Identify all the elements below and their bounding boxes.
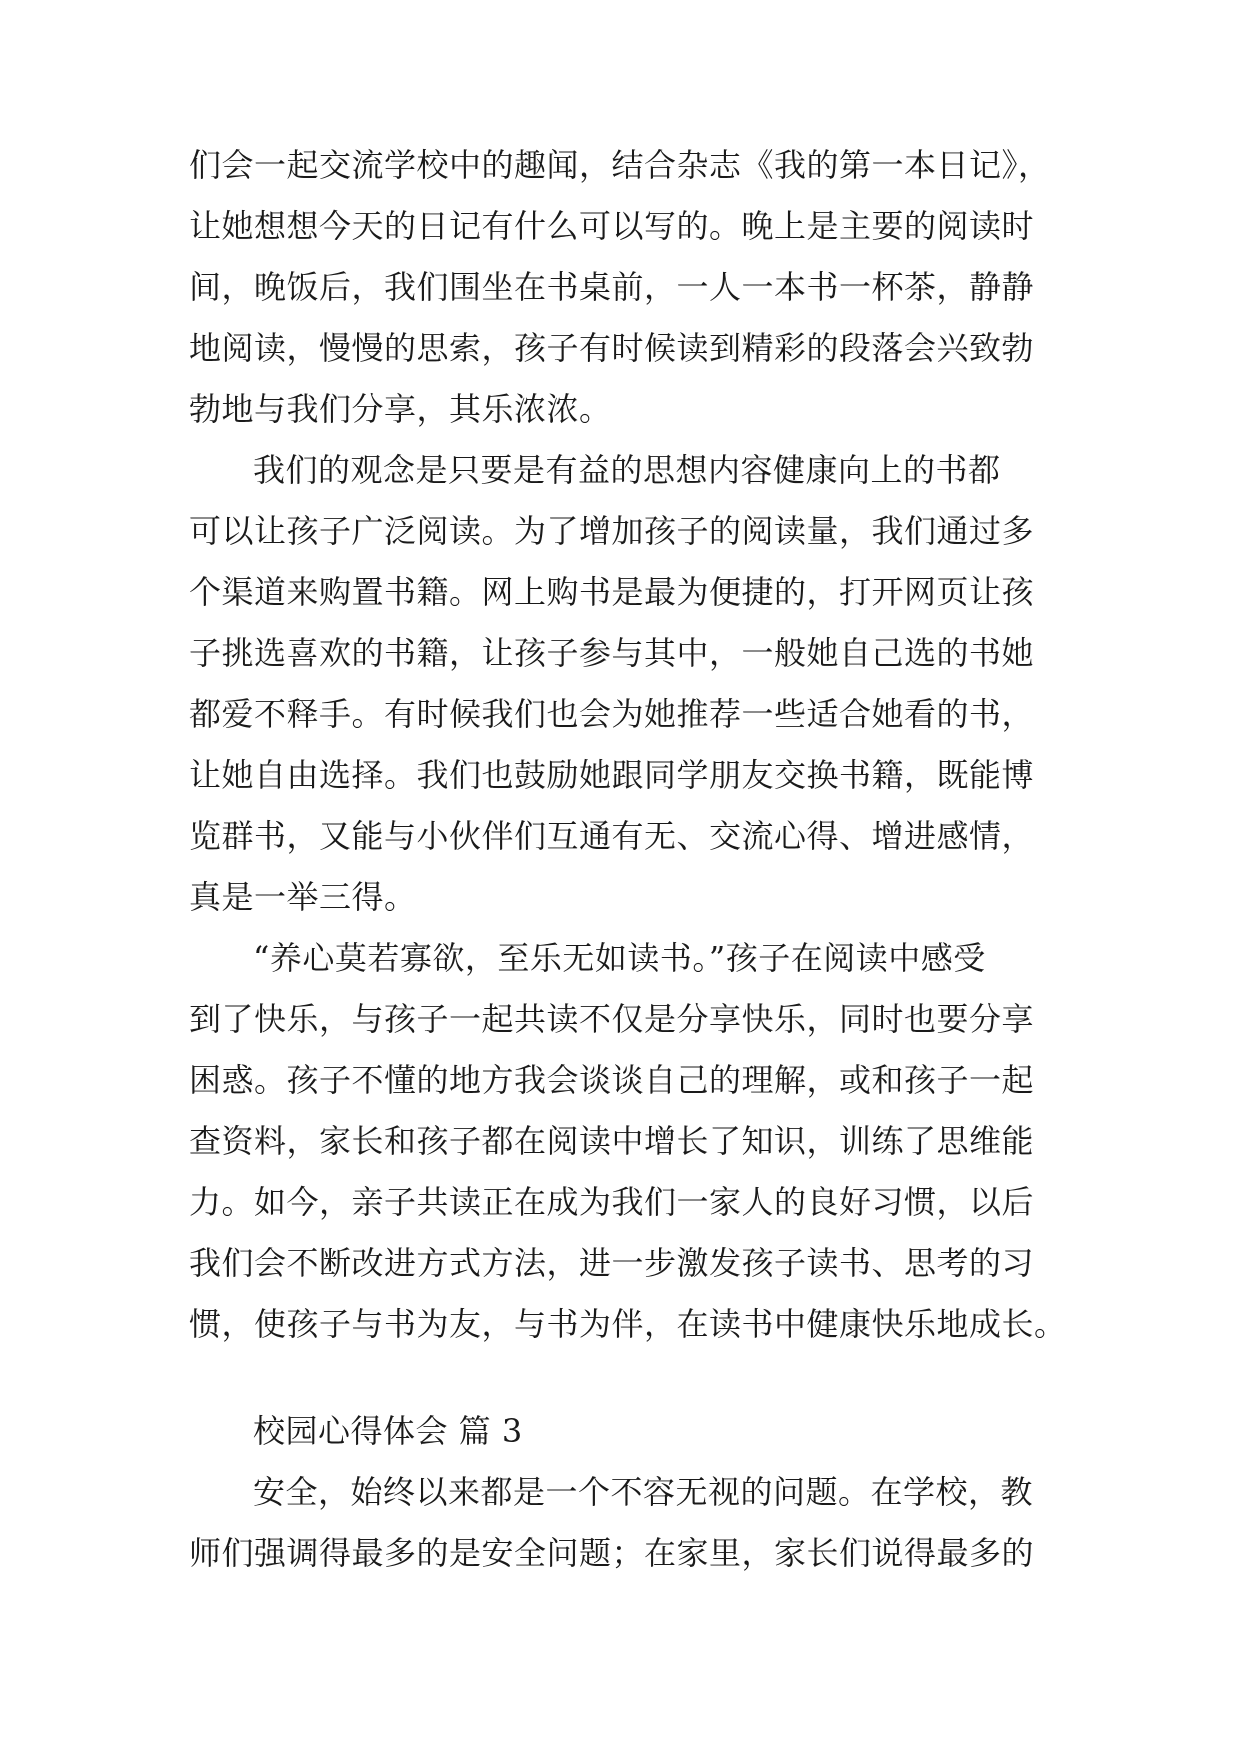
- paragraph-3-line-4: 查资料，家长和孩子都在阅读中增长了知识，训练了思维能: [189, 1122, 1035, 1160]
- section-heading: 校园心得体会 篇 3: [253, 1412, 523, 1450]
- paragraph-3-line-2: 到了快乐，与孩子一起共读不仅是分享快乐，同时也要分享: [189, 1000, 1035, 1038]
- paragraph-3-line-6: 我们会不断改进方式方法，进一步激发孩子读书、思考的习: [189, 1244, 1035, 1282]
- paragraph-3-line-5: 力。如今，亲子共读正在成为我们一家人的良好习惯，以后: [189, 1183, 1035, 1221]
- paragraph-1-line-5: 勃地与我们分享，其乐浓浓。: [189, 390, 612, 428]
- paragraph-3-line-1: “养心莫若寡欲，至乐无如读书。”孩子在阅读中感受: [253, 939, 986, 977]
- section-3: [189, 0, 1059, 1754]
- paragraph-1-line-2: 让她想想今天的日记有什么可以写的。晚上是主要的阅读时: [189, 207, 1035, 245]
- paragraph-2-line-4: 子挑选喜欢的书籍，让孩子参与其中，一般她自己选的书她: [189, 634, 1035, 672]
- paragraph-1-line-4: 地阅读，慢慢的思索，孩子有时候读到精彩的段落会兴致勃: [189, 329, 1035, 367]
- paragraph-2-line-2: 可以让孩子广泛阅读。为了增加孩子的阅读量，我们通过多: [189, 512, 1035, 550]
- paragraph-3-line-7: 惯，使孩子与书为友，与书为伴，在读书中健康快乐地成长。: [189, 1305, 1067, 1343]
- paragraph-2-line-8: 真是一举三得。: [189, 878, 417, 916]
- paragraph-4-line-1: 安全，始终以来都是一个不容无视的问题。在学校，教: [253, 1473, 1034, 1511]
- paragraph-2-line-1: 我们的观念是只要是有益的思想内容健康向上的书都: [253, 451, 1001, 489]
- paragraph-1-line-3: 间，晚饭后，我们围坐在书桌前，一人一本书一杯茶，静静: [189, 268, 1035, 306]
- paragraph-2-line-7: 览群书，又能与小伙伴们互通有无、交流心得、增进感情，: [189, 817, 1035, 855]
- paragraph-2-line-6: 让她自由选择。我们也鼓励她跟同学朋友交换书籍，既能博: [189, 756, 1035, 794]
- paragraph-3-line-3: 困惑。孩子不懂的地方我会谈谈自己的理解，或和孩子一起: [189, 1061, 1035, 1099]
- paragraph-2-line-3: 个渠道来购置书籍。网上购书是最为便捷的，打开网页让孩: [189, 573, 1035, 611]
- paragraph-2-line-5: 都爱不释手。有时候我们也会为她推荐一些适合她看的书，: [189, 695, 1035, 733]
- paragraph-4-line-2: 师们强调得最多的是安全问题；在家里，家长们说得最多的: [189, 1534, 1035, 1572]
- paragraph-1-line-1: 们会一起交流学校中的趣闻，结合杂志《我的第一本日记》，: [189, 146, 1051, 184]
